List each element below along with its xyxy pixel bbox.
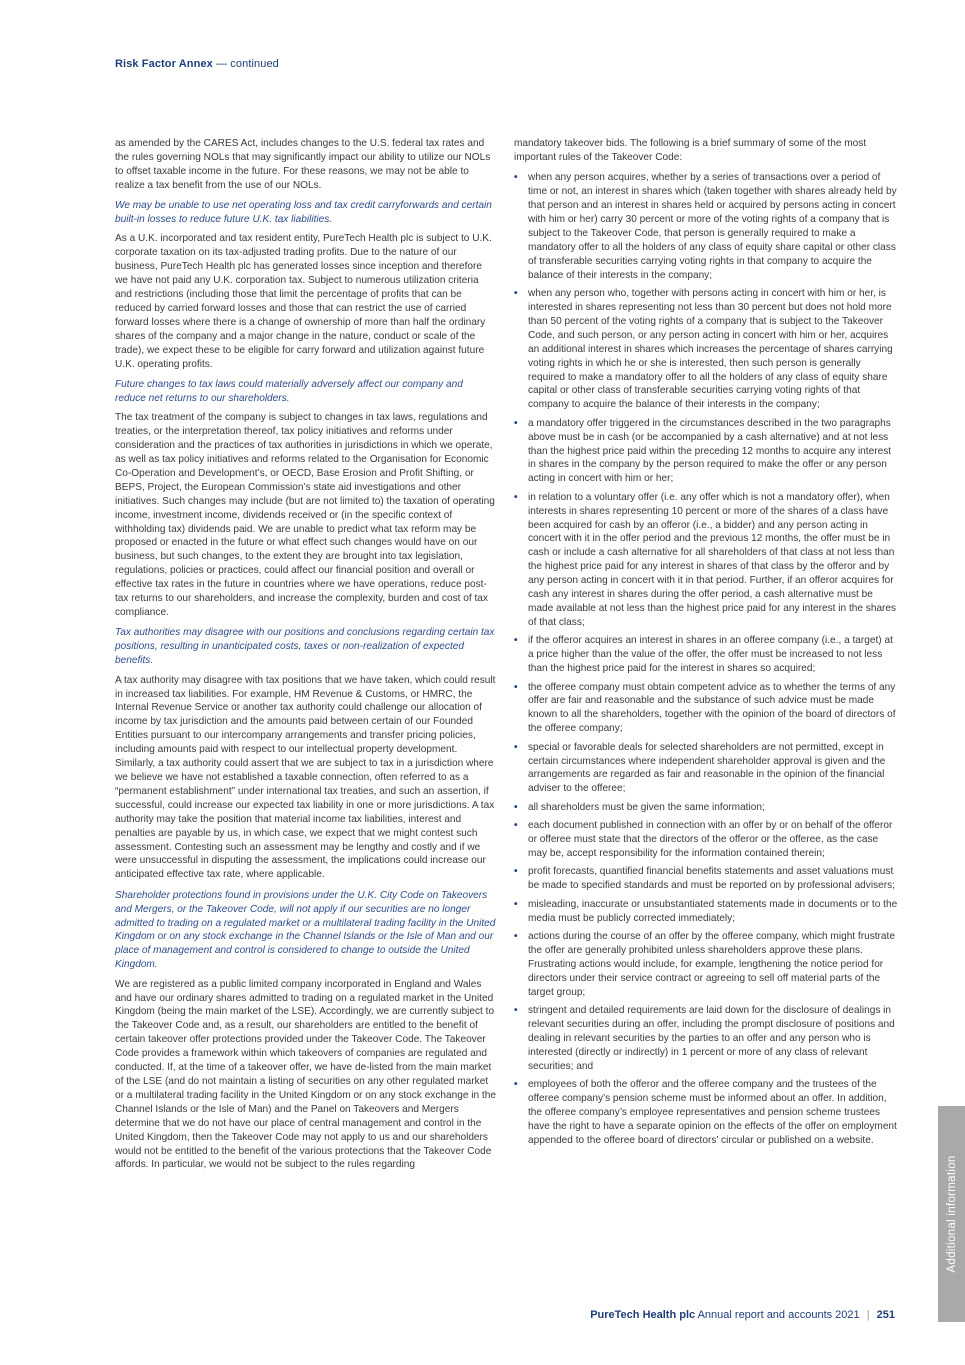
list-item-text: misleading, inaccurate or unsubstantiated statements made in documents or to the media must be publicly corrected immediately; — [528, 898, 898, 924]
intro-paragraph: mandatory takeover bids. The following is a brief summary of some of the most important rules of the Takeover Code: — [514, 138, 867, 163]
paragraph: As a U.K. incorporated and tax resident entity, PureTech Health plc is subject to U.K. corporate taxation on its tax-adjusted trading profits. Due to the nature of our business, PureTech Health plc has generated losses since inception and therefore we have not paid any U.K. corporation tax. Subject to numerous utilization criteria and restrictions (including those that limit the percentage of profits that can be reduced by carried forward losses and those that can restrict the use of carried forward losses where there is a change of ownership of more than half the ordinary shares of the company and a major change in the nature, conduct or scale of the trade), we expect these to be eligible for carry forward and utilization against future U.K. operating profits. — [115, 233, 492, 370]
right-column — [514, 137, 898, 1152]
header-dash: — — [216, 58, 228, 70]
section-side-tab[interactable] — [938, 1106, 965, 1322]
paragraph: We are registered as a public limited company incorporated in England and Wales and have our ordinary shares admitted to trading on a regulated market in the United Kingdom (being the main market of the LSE). Accordingly, we are currently subject to the Takeover Code and, as a result, our shareholders are entitled to the benefit of certain takeover offer protections provided under the Takeover Code. The Takeover Code provides a framework within which takeovers of companies are regulated and conducted. If, at the time of a takeover offer, we have de-listed from the main market of the LSE (and do not maintain a listing of securities on any other regulated market or a multilateral trading facility in the United Kingdom or on any stock exchange in the Channel Islands or the Isle of Man) and the Panel on Takeovers and Mergers determine that we do not have our place of central management and control in the United Kingdom, then the Takeover Code may not apply to us and our shareholders would not be entitled to the benefit of the various protections that the Takeover Code affords. In particular, we would not be subject to the rules regarding — [115, 978, 496, 1171]
left-column — [115, 137, 496, 1179]
list-item-text: employees of both the offeror and the offeree company and the trustees of the offeree company’s pension scheme must be informed about an offer. In addition, the offeree company’s employee representatives and pension scheme trustees have the right to have a separate opinion on the effects of the offer on employment appended to the offeree board of directors’ circular or published on a website. — [528, 1079, 897, 1146]
section-heading: Shareholder protections found in provisions under the U.K. City Code on Takeovers and Mergers, or the Takeover Code, will not apply if our securities are no longer admitted to trading on a regulated market or a multilateral trading facility in the United Kingdom or on any stock exchange in the Channel Islands or the Isle of Man and our place of management and control is considered to change to outside the United Kingdom. — [115, 889, 496, 971]
list-item — [514, 417, 898, 487]
list-item-text: if the offeror acquires an interest in shares in an offeree company (i.e., a target) at a price higher than the value of the offer, the offer must be increased to not less than the highest price paid for the interest in shares so acquired; — [528, 635, 893, 675]
list-item-text: stringent and detailed requirements are laid down for the disclosure of dealings in relevant securities during an offer, including the prompt disclosure of positions and dealing in relevant securities by the parties to an offer and any person who is interested (directly or indirectly) in 1 percent or more of any class of relevant securities; and — [528, 1005, 895, 1072]
list-item — [514, 634, 898, 676]
bullet-icon: • — [514, 635, 518, 647]
page-number: 251 — [876, 1309, 895, 1321]
section-heading: Future changes to tax laws could materially adversely affect our company and reduce net returns to our shareholders. — [115, 379, 463, 404]
list-item — [514, 1078, 898, 1148]
list-item — [514, 1004, 898, 1074]
header-title: Risk Factor Annex — [115, 58, 213, 70]
bullet-icon: • — [514, 491, 518, 503]
bullet-icon: • — [514, 288, 518, 300]
list-item — [514, 287, 898, 412]
list-item-text: in relation to a voluntary offer (i.e. any offer which is not a mandatory offer), when interests in shares representing 10 percent or more of the shares of a class have been acquired for cash by an offeror (i.e., a bidder) and any person acting in concert with it in the offer period and the previous 12 months, the offer must be in cash or include a cash alternative for all shareholders of that class at not less than the highest price paid for any interest in shares of that class by the offeror and by any person acting in concert with it in that period. Further, if an offeror acquires for cash any interest in shares during the offer period, a cash alternative must be made available at not less than the highest price paid for any interest in the shares of that class; — [528, 491, 897, 628]
bullet-icon: • — [514, 1079, 518, 1091]
list-item-text: when any person who, together with persons acting in concert with him or her, is interested in shares representing not less than 30 percent but does not hold more than 50 percent of the voting rights of a company that is subject to the Takeover Code, and such person, or any person acting in concert with him or her, acquires an additional interest in shares which increases the percentage of shares carrying voting rights in which he or she is interested, then such person is generally required to make a mandatory offer to all the holders of any class of equity share capital or other class of transferable securities carrying voting rights of that company to acquire the balance of their interests in the company; — [528, 288, 893, 411]
list-item-text: a mandatory offer triggered in the circumstances described in the two paragraphs above must be in cash (or be accompanied by a cash alternative) and at not less than the highest price paid within the preceding 12 months to acquire any interest in shares in the company by the person required to make the offer or any person acting in concert with him or her; — [528, 417, 892, 485]
header-continued: continued — [230, 58, 279, 70]
list-item-text: special or favorable deals for selected shareholders are not permitted, except in certain circumstances where independent shareholder approval is given and the arrangements are regarded as fair and reasonable in the opinion of the financial adviser to the offeree; — [528, 741, 886, 795]
list-item-text: the offeree company must obtain competent advice as to whether the terms of any offer are fair and reasonable and the substance of such advice must be made known to all the shareholders, together with the opinion of the board of directors of the offeree company; — [528, 681, 896, 735]
bullet-icon: • — [514, 1005, 518, 1017]
paragraph: The tax treatment of the company is subject to changes in tax laws, regulations and treaties, or the interpretation thereof, tax policy initiatives and reforms under consideration and the practices of tax authorities in jurisdictions in which we operate, as well as tax policy initiatives and reforms related to the Organisation for Economic Co-Operation and Development’s, or OECD, Base Erosion and Profit Shifting, or BEPS, Project, the European Commission’s state aid investigations and other initiatives. Such changes may include (but are not limited to) the taxation of operating income, investment income, dividends received or (in the specific context of withholding tax) dividends paid. We are unable to predict what tax reform may be proposed or enacted in the future or what effect such changes would have on our business, but such changes, to the extent they are brought into tax legislation, regulations, policies or practices, could affect our financial position and overall or effective tax rates in the future in countries where we have operations, reduce post-tax returns to our shareholders, and increase the complexity, burden and cost of tax compliance. — [115, 412, 495, 618]
bullet-icon: • — [514, 866, 518, 878]
takeover-rules-list — [514, 171, 898, 1147]
page-footer — [590, 1309, 895, 1321]
list-item — [514, 491, 898, 630]
list-item — [514, 930, 898, 1000]
list-item — [514, 819, 898, 861]
list-item — [514, 865, 898, 893]
list-item-text: actions during the course of an offer by the offeree company, which might frustrate the offer are generally prohibited unless shareholders approve these plans. Frustrating actions would include, for example, lengthening the notice period for directors under their service contract or agreeing to sell off material parts of the target group; — [528, 931, 895, 998]
side-tab-label: Additional information — [945, 1155, 958, 1273]
bullet-icon: • — [514, 681, 518, 693]
bullet-icon: • — [514, 801, 518, 813]
bullet-icon: • — [514, 741, 518, 753]
list-item — [514, 681, 898, 737]
list-item — [514, 171, 898, 282]
list-item — [514, 801, 898, 815]
running-header — [115, 58, 279, 70]
footer-company: PureTech Health plc — [590, 1309, 696, 1321]
footer-report-title: Annual report and accounts 2021 — [697, 1309, 860, 1321]
list-item-text: when any person acquires, whether by a series of transactions over a period of time or not, an interest in shares which (taken together with shares already held by that person and an interest in shares held or acquired by persons acting in concert with him or her) carry 30 percent or more of the voting rights of a company that is subject to the Takeover Code, that person is generally required to make a mandatory offer to all the holders of any class of equity share capital or other class of transferable securities carrying voting rights in that company to acquire the balance of their interests in the company; — [528, 172, 897, 281]
list-item-text: each document published in connection with an offer by or on behalf of the offeror or offeree must state that the directors of the offeror or the offeree, as the case may be, accept responsibility for the information contained therein; — [528, 820, 893, 859]
paragraph: A tax authority may disagree with tax positions that we have taken, which could result in increased tax liabilities. For example, HM Revenue & Customs, or HMRC, the Internal Revenue Service or another tax authority could challenge our allocation of income by tax jurisdiction and the amounts paid between certain of our Founded Entities pursuant to our intercompany arrangements and transfer pricing policies, including amounts paid with respect to our intellectual property development. Similarly, a tax authority could assert that we are subject to tax in a jurisdiction where we believe we have not established a taxable connection, often referred to as a “permanent establishment” under international tax treaties, and such an assertion, if successful, could increase our expected tax liability in one or more jurisdictions. A tax authority may take the position that material income tax liabilities, interest and penalties are payable by us, in which case, we expect that we might contest such assessment. Contesting such an assessment may be lengthy and costly and if we were unsuccessful in disputing the assessment, the implications could increase our anticipated effective tax rate, where applicable. — [115, 674, 496, 881]
list-item — [514, 741, 898, 797]
section-heading: Tax authorities may disagree with our positions and conclusions regarding certain tax positions, resulting in unanticipated costs, taxes or non-realization of expected benefits. — [115, 627, 495, 667]
paragraph: as amended by the CARES Act, includes changes to the U.S. federal tax rates and the rules governing NOLs that may significantly impact our ability to utilize our NOLs to offset taxable income in the future. For these reasons, we may not be able to realize a tax benefit from the use of our NOLs. — [115, 138, 491, 191]
bullet-icon: • — [514, 898, 518, 910]
bullet-icon: • — [514, 172, 518, 184]
list-item-text: all shareholders must be given the same information; — [528, 801, 765, 813]
bullet-icon: • — [514, 417, 518, 429]
bullet-icon: • — [514, 931, 518, 943]
bullet-icon: • — [514, 820, 518, 832]
list-item-text: profit forecasts, quantified financial benefits statements and asset valuations must be made to specified standards and must be reported on by professional advisers; — [528, 866, 895, 892]
list-item — [514, 898, 898, 926]
footer-separator: | — [866, 1309, 870, 1321]
section-heading: We may be unable to use net operating loss and tax credit carryforwards and certain built-in losses to reduce future U.K. tax liabilities. — [115, 200, 492, 226]
